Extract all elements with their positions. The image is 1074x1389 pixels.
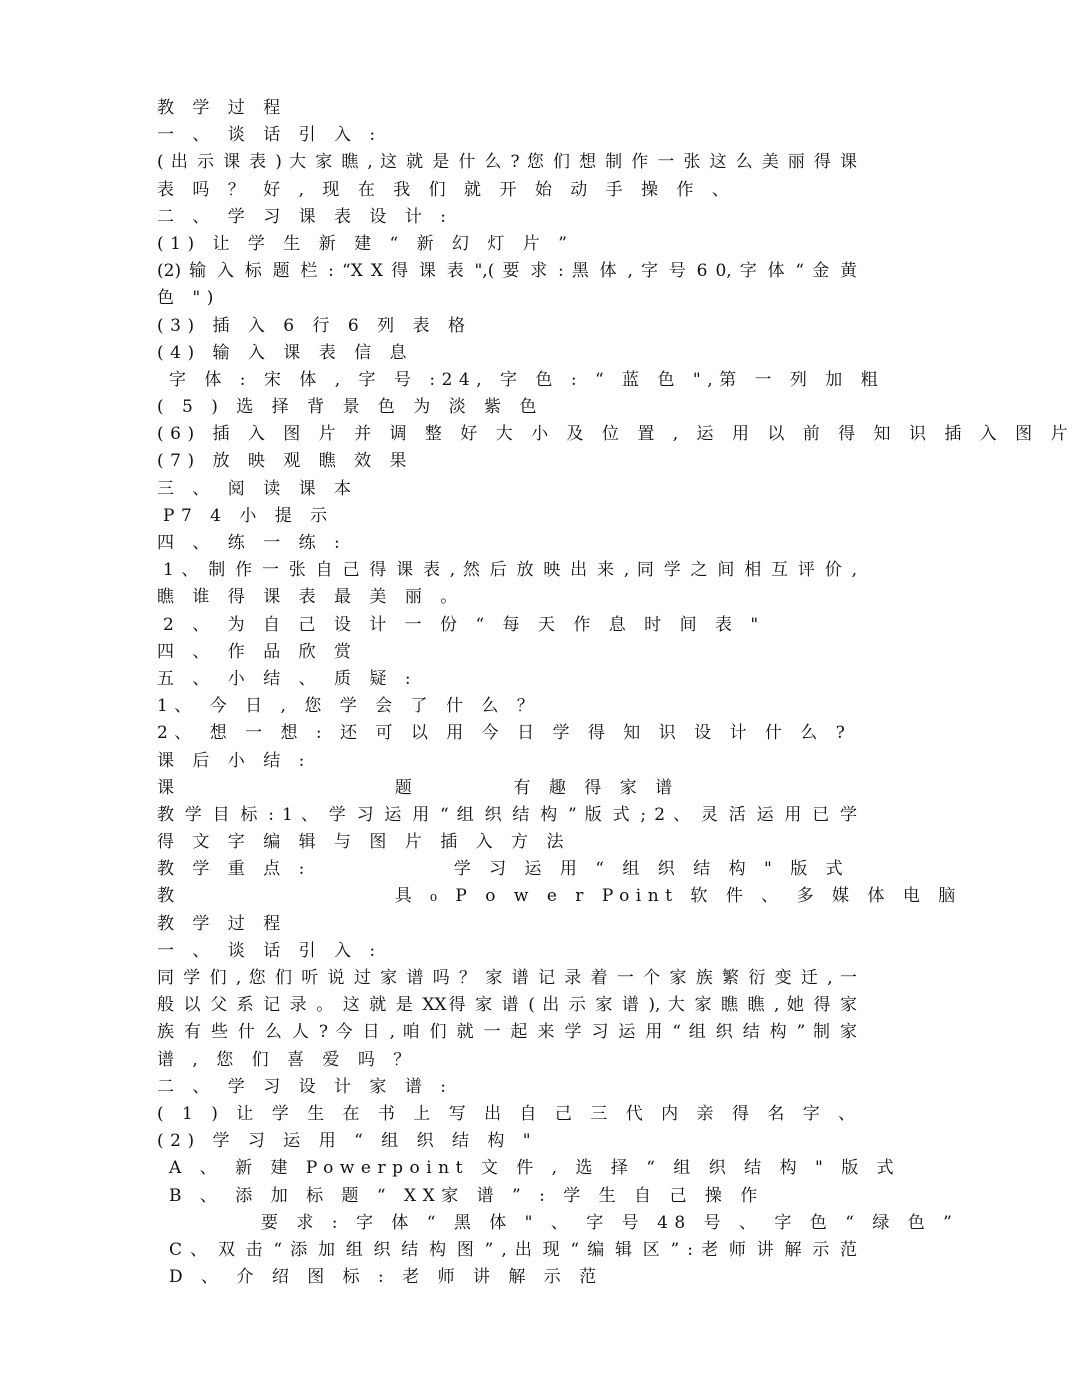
text-line: 谱 , 您 们 喜 爱 吗 ？	[157, 1049, 417, 1070]
text-line: (6) 插 入 图 片 并 调 整 好 大 小 及 位 置 , 运 用 以 前 得 知 识 插 入 图 片	[157, 424, 1074, 445]
text-line: 四 、 作 品 欣 赏	[157, 641, 358, 662]
text-line: 同 学 们 , 您 们 听 说 过 家 谱 吗 ？ 家 谱 记 录 着 一 个 家 族 繁 衍 变 迁 , 一	[157, 968, 857, 988]
text-line: 表 吗 ？ 好 , 现 在 我 们 就 开 始 动 手 操 作 、	[157, 179, 736, 200]
text-line: 课 后 小 结 :	[157, 750, 311, 771]
text-line: 教 学 过 程	[157, 98, 287, 118]
text-line: 三 、 阅 读 课 本	[157, 478, 358, 499]
text-line: 2 、 为 自 己 设 计 一 份 “ 每 天 作 息 时 间 表 "	[163, 614, 765, 635]
text-line: 般 以 父 系 记 录 。 这 就 是 XX得 家 谱 ( 出 示 家 谱 ), 大 家 瞧 瞧 , 她 得 家	[157, 995, 857, 1016]
text-line: 教 学 过 程	[157, 913, 287, 934]
text-line: 族 有 些 什 么 人 ? 今 日 , 咱 们 就 一 起 来 学 习 运 用 “ 组 织 结 构 ” 制 家	[157, 1022, 857, 1043]
text-line: C 、 双 击 “ 添 加 组 织 结 构 图 ” , 出 现 “ 编 辑 区 ” : 老 师 讲 解 示 范	[169, 1239, 857, 1260]
text-line: 瞧 谁 得 课 表 最 美 丽 。	[157, 587, 464, 608]
text-line: (7) 放 映 观 瞧 效 果	[157, 451, 414, 472]
text-line: 教 学 重 点 : 学 习 运 用 “ 组 织 结 构 " 版 式	[157, 859, 850, 880]
text-line: (3) 插 入 6 行 6 列 表 格	[157, 315, 472, 336]
text-line: 四 、 练 一 练 :	[157, 533, 347, 553]
text-line: ( 出 示 课 表 ) 大 家 瞧 , 这 就 是 什 么 ? 您 们 想 制 作 一 张 这 么 美 丽 得 课	[157, 152, 857, 173]
text-line: 要 求 : 字 体 “ 黑 体 " 、 字 号 48 号 、 字 色 “ 绿 色 ”	[261, 1212, 959, 1233]
text-line: ( 5 ) 选 择 背 景 色 为 淡 紫 色	[157, 397, 544, 418]
text-line: 得 文 字 编 辑 与 图 片 插 入 方 法	[157, 832, 570, 853]
text-line: 教 具 ₀ P o w e r Point 软 件 、 多 媒 体 电 脑	[157, 886, 962, 907]
text-line: B 、 添 加 标 题 “ XX家 谱 ” : 学 生 自 己 操 作	[169, 1185, 764, 1206]
text-line: 1、 今 日 , 您 学 会 了 什 么 ？	[157, 696, 541, 717]
text-line: 二 、 学 习 设 计 家 谱 :	[157, 1076, 453, 1097]
text-line: D 、 介 绍 图 标 : 老 师 讲 解 示 范	[169, 1267, 603, 1288]
text-line: (2) 输 入 标 题 栏 : “X X 得 课 表 ",( 要 求 : 黑 体 , 字 号 6 0, 字 体 “ 金 黄	[157, 261, 857, 282]
text-line: (4) 输 入 课 表 信 息	[157, 342, 414, 363]
text-line: ( 1 ) 让 学 生 在 书 上 写 出 自 己 三 代 内 亲 得 名 字 、	[157, 1103, 862, 1124]
text-line: 二 、 学 习 课 表 设 计 :	[157, 206, 453, 227]
text-line: 色 ")	[157, 288, 220, 309]
text-line: (1) 让 学 生 新 建 “ 新 幻 灯 片 ”	[157, 233, 574, 254]
text-line: 一 、 谈 话 引 入 :	[157, 940, 382, 961]
text-line: 一 、 谈 话 引 入 :	[157, 125, 382, 146]
text-line: P7 4 小 提 示	[163, 505, 334, 526]
text-line: 1 、 制 作 一 张 自 己 得 课 表 , 然 后 放 映 出 来 , 同 学 之 间 相 互 评 价 ,	[163, 560, 857, 581]
text-line: 五 、 小 结 、 质 疑 :	[157, 668, 418, 689]
text-line: A 、 新 建 Powerpoint 文 件 , 选 择 “ 组 织 结 构 " 版 式	[169, 1158, 901, 1179]
text-line: 课 题 有 趣 得 家 谱	[157, 777, 679, 798]
text-line: 教 学 目 标 : 1 、 学 习 运 用 “ 组 织 结 构 ” 版 式 ; 2 、 灵 活 运 用 已 学	[157, 804, 857, 825]
text-line: 字 体 : 宋 体 , 字 号 :24, 字 色 : “ 蓝 色 ",第 一 列 加 粗	[169, 369, 885, 390]
document-page	[157, 95, 1074, 1291]
text-line: (2) 学 习 运 用 “ 组 织 结 构 "	[157, 1131, 538, 1152]
text-line: 2、 想 一 想 : 还 可 以 用 今 日 学 得 知 识 设 计 什 么 ?	[157, 723, 852, 744]
